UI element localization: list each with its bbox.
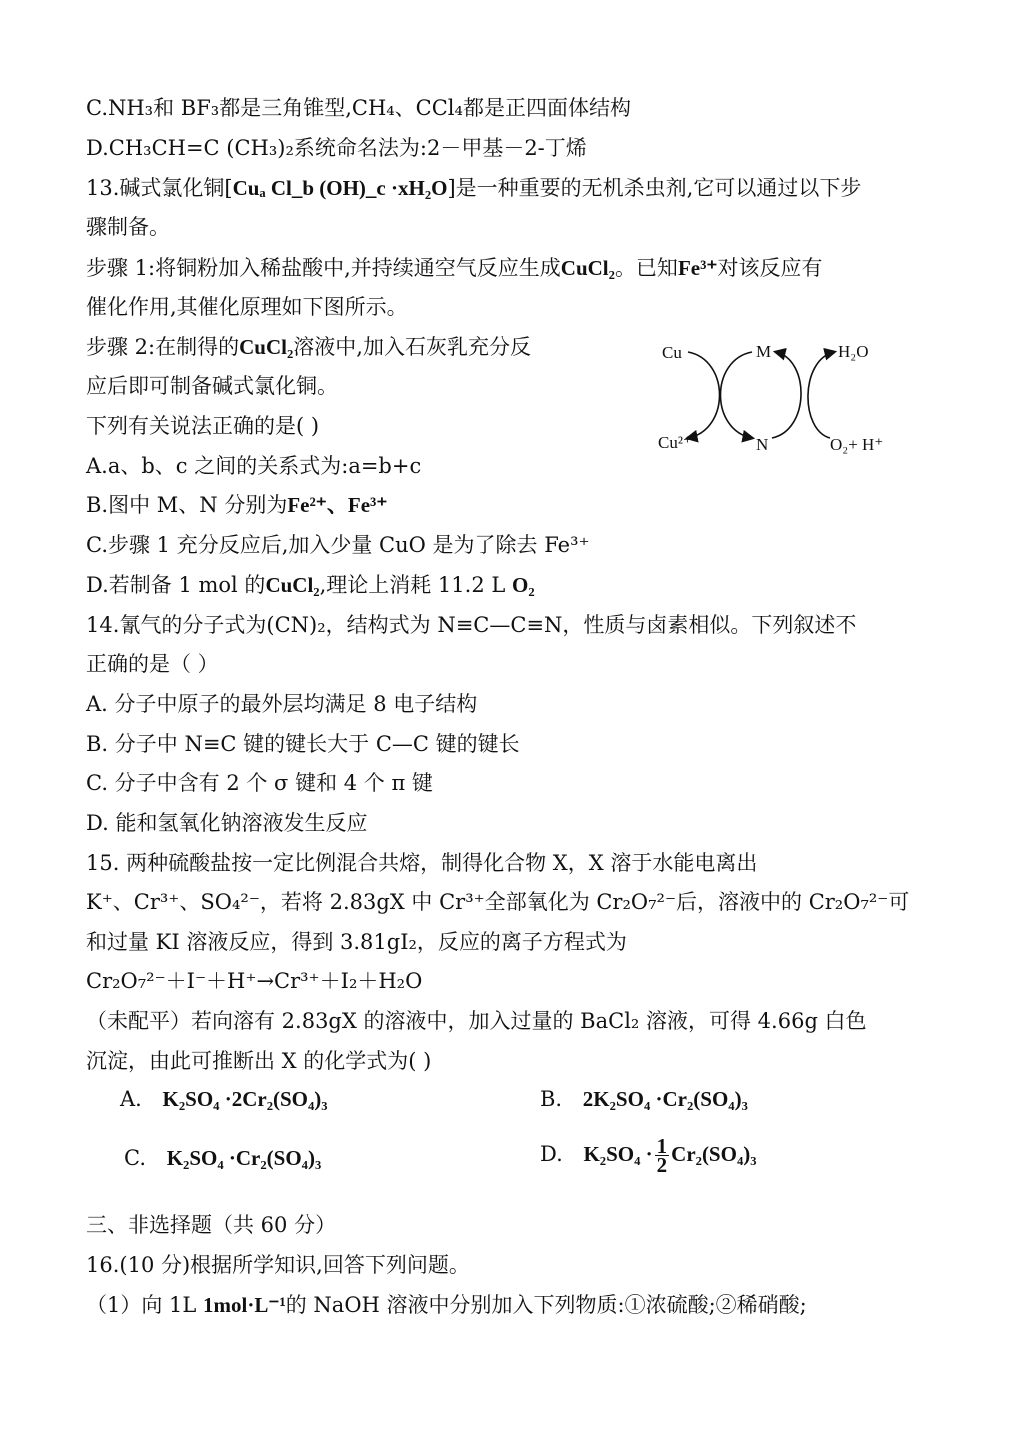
q13-step1-fe: Fe³⁺ bbox=[677, 256, 718, 280]
q13-stem-suffix: ]是一种重要的无机杀虫剂,它可以通过以下步 bbox=[447, 176, 862, 200]
diagram-label-m: M bbox=[756, 342, 772, 361]
diagram-label-n: N bbox=[756, 435, 769, 454]
q13-stem bbox=[86, 175, 861, 201]
q13-option-d-o2: O₂ bbox=[511, 573, 535, 597]
q14-stem: 14.氰气的分子式为(CN)₂，结构式为 N≡C—C≡N，性质与卤素相似。下列叙述不 bbox=[86, 613, 857, 637]
q13-option-b-text: B.图中 M、N 分别为 bbox=[86, 493, 288, 517]
q15-option-d-label: D. bbox=[540, 1142, 563, 1166]
q13-step1-text: 步骤 1:将铜粉加入稀盐酸中,并持续通空气反应生成 bbox=[86, 256, 561, 280]
q15-option-a-formula: K₂SO₄ ·2Cr₂(SO₄)₃ bbox=[162, 1087, 328, 1111]
fraction-numerator: 1 bbox=[656, 1134, 668, 1158]
q13-stem-line2: 骤制备。 bbox=[86, 215, 170, 239]
arrow-m-to-n bbox=[721, 352, 753, 438]
q13-step2-post: 溶液中,加入石灰乳充分反 bbox=[293, 335, 531, 359]
q16-part1-post: 的 NaOH 溶液中分别加入下列物质:①浓硫酸;②稀硝酸; bbox=[285, 1293, 807, 1317]
q15-option-d-formula-prefix: K₂SO₄ · bbox=[583, 1142, 653, 1166]
q15-option-b bbox=[540, 1084, 748, 1114]
q15-line2: K⁺、Cr³⁺、SO₄²⁻，若将 2.83gX 中 Cr³⁺全部氧化为 Cr₂O₇²⁻后，溶液中的 Cr₂O₇²⁻可 bbox=[86, 890, 910, 914]
q15-option-a-label: A. bbox=[120, 1087, 142, 1111]
q15-option-d bbox=[540, 1134, 757, 1177]
q13-step2-cucl2: CuCl₂ bbox=[239, 335, 294, 359]
q13-step2-text: 步骤 2:在制得的 bbox=[86, 335, 240, 359]
q13-option-d-mid: ,理论上消耗 11.2 L bbox=[319, 573, 512, 597]
q13-option-d bbox=[86, 572, 535, 598]
q16-stem: 16.(10 分)根据所学知识,回答下列问题。 bbox=[86, 1253, 470, 1277]
q13-step2-line2: 应后即可制备碱式氯化铜。 bbox=[86, 374, 338, 398]
fraction-denominator: 2 bbox=[656, 1153, 668, 1177]
diagram-label-o2-hplus: O₂+ H⁺ bbox=[830, 435, 884, 454]
q13-option-d-text: D.若制备 1 mol 的 bbox=[86, 573, 266, 597]
section-heading: 三、非选择题（共 60 分） bbox=[86, 1213, 337, 1237]
q14-option-a: A. 分子中原子的最外层均满足 8 电子结构 bbox=[86, 692, 478, 716]
q13-step1-mid: 。已知 bbox=[614, 256, 678, 280]
q13-formula: Cuₐ Cl_b (OH)_c ·xH₂O bbox=[232, 176, 448, 200]
q13-question: 下列有关说法正确的是( ) bbox=[86, 414, 320, 438]
q13-step1-post: 对该反应有 bbox=[717, 256, 823, 280]
q15-line6: 沉淀，由此可推断出 X 的化学式为( ) bbox=[86, 1049, 432, 1073]
catalysis-cycle-diagram bbox=[650, 330, 910, 470]
q15-line3: 和过量 KI 溶液反应，得到 3.81gI₂，反应的离子方程式为 bbox=[86, 930, 627, 954]
q14-stem-line2: 正确的是（ ） bbox=[86, 652, 219, 676]
q13-option-a: A.a、b、c 之间的关系式为:a=b+c bbox=[86, 454, 422, 478]
q13-option-b-ions: Fe²⁺、Fe³⁺ bbox=[287, 493, 388, 517]
q15-equation: Cr₂O₇²⁻＋I⁻＋H⁺→Cr³⁺＋I₂＋H₂O bbox=[86, 969, 423, 993]
q12-option-c: C.NH₃和 BF₃都是三角锥型,CH₄、CCl₄都是正四面体结构 bbox=[86, 96, 631, 120]
q13-option-d-cucl2: CuCl₂ bbox=[265, 573, 320, 597]
arrow-o2-to-h2o bbox=[808, 352, 834, 438]
q15-option-b-label: B. bbox=[540, 1087, 563, 1111]
q13-step1-cucl2: CuCl₂ bbox=[560, 256, 615, 280]
q14-option-b: B. 分子中 N≡C 键的键长大于 C—C 键的键长 bbox=[86, 732, 520, 756]
q14-option-d: D. 能和氢氧化钠溶液发生反应 bbox=[86, 811, 368, 835]
one-half-fraction bbox=[655, 1134, 670, 1177]
q12-option-d: D.CH₃CH=C (CH₃)₂系统命名法为:2－甲基－2-丁烯 bbox=[86, 136, 587, 160]
q13-option-c: C.步骤 1 充分反应后,加入少量 CuO 是为了除去 Fe³⁺ bbox=[86, 533, 590, 557]
diagram-label-cu2plus: Cu²⁺ bbox=[658, 433, 692, 452]
diagram-label-cu: Cu bbox=[662, 343, 682, 362]
q13-stem-prefix: 13.碱式氯化铜[ bbox=[86, 176, 233, 200]
q15-line1: 15. 两种硫酸盐按一定比例混合共熔，制得化合物 X，X 溶于水能电离出 bbox=[86, 851, 758, 875]
q13-step1 bbox=[86, 255, 822, 281]
q15-option-c-label: C. bbox=[124, 1146, 146, 1170]
q16-part1 bbox=[86, 1292, 807, 1318]
arrow-n-to-m bbox=[772, 352, 801, 438]
q15-option-b-formula: 2K₂SO₄ ·Cr₂(SO₄)₃ bbox=[582, 1087, 748, 1111]
q13-step2 bbox=[86, 334, 531, 360]
q15-option-c-formula: K₂SO₄ ·Cr₂(SO₄)₃ bbox=[166, 1146, 322, 1170]
diagram-label-h2o: H₂O bbox=[838, 342, 869, 361]
q15-line5: （未配平）若向溶有 2.83gX 的溶液中，加入过量的 BaCl₂ 溶液，可得 4.66g 白色 bbox=[86, 1009, 867, 1033]
q16-part1-unit: 1mol·L⁻¹ bbox=[203, 1293, 286, 1317]
q16-part1-text: （1）向 1L bbox=[86, 1293, 204, 1317]
q13-step1-line2: 催化作用,其催化原理如下图所示。 bbox=[86, 295, 408, 319]
arrow-cu-to-cu2plus bbox=[688, 352, 720, 438]
q15-option-a bbox=[120, 1084, 328, 1114]
q14-option-c: C. 分子中含有 2 个 σ 键和 4 个 π 键 bbox=[86, 771, 433, 795]
q15-option-d-formula-suffix: Cr₂(SO₄)₃ bbox=[671, 1142, 757, 1166]
q15-option-c bbox=[124, 1143, 321, 1173]
q13-option-b bbox=[86, 492, 387, 518]
